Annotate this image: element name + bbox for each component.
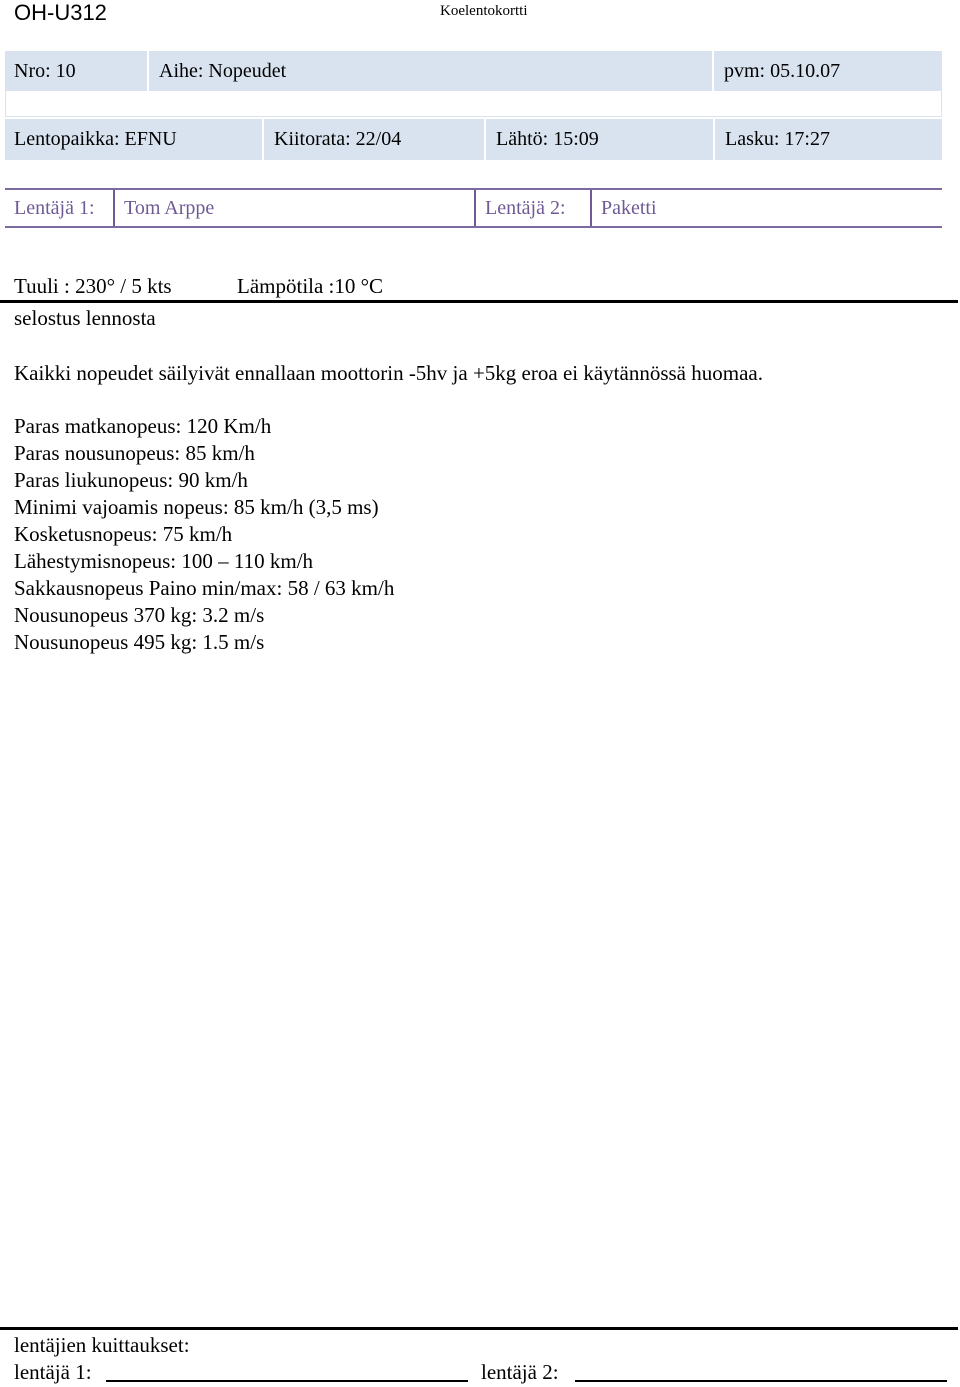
pilots-row bbox=[5, 188, 942, 228]
report-heading: selostus lennosta bbox=[14, 306, 156, 330]
list-item: Kosketusnopeus: 75 km/h bbox=[14, 522, 233, 546]
aircraft-registration: OH-U312 bbox=[14, 0, 107, 25]
departure-time: Lähtö: 15:09 bbox=[496, 128, 599, 150]
flight-date: pvm: 05.10.07 bbox=[724, 59, 841, 82]
airfield: Lentopaikka: EFNU bbox=[14, 128, 177, 150]
list-item: Paras matkanopeus: 120 Km/h bbox=[14, 414, 272, 438]
info-spacer bbox=[5, 91, 942, 117]
info-row-airfield-times bbox=[5, 119, 942, 160]
document-title: Koelentokortti bbox=[440, 3, 528, 19]
list-item: Nousunopeus 370 kg: 3.2 m/s bbox=[14, 603, 265, 627]
pilot1-signature-line[interactable] bbox=[106, 1380, 468, 1382]
report-summary: Kaikki nopeudet säilyivät ennallaan moottorin -5hv ja +5kg eroa ei käytännössä huomaa. bbox=[14, 361, 763, 385]
pilot1-name: Tom Arppe bbox=[124, 196, 215, 219]
pilot2-signature-line[interactable] bbox=[575, 1380, 947, 1382]
info-row-number-subject-date bbox=[5, 51, 942, 91]
flight-subject: Aihe: Nopeudet bbox=[159, 59, 287, 82]
pilot2-label: Lentäjä 2: bbox=[485, 196, 566, 219]
flight-number: Nro: 10 bbox=[14, 59, 76, 82]
signature-divider bbox=[0, 1327, 958, 1330]
pilot2-name: Paketti bbox=[601, 196, 657, 219]
list-item: Sakkausnopeus Paino min/max: 58 / 63 km/h bbox=[14, 576, 395, 600]
wind-info: Tuuli : 230° / 5 kts bbox=[14, 274, 172, 298]
section-divider bbox=[0, 300, 958, 303]
pilot2-signature-label: lentäjä 2: bbox=[481, 1360, 559, 1384]
list-item: Nousunopeus 495 kg: 1.5 m/s bbox=[14, 630, 265, 654]
list-item: Minimi vajoamis nopeus: 85 km/h (3,5 ms) bbox=[14, 495, 379, 519]
pilot1-signature-label: lentäjä 1: bbox=[14, 1360, 92, 1384]
list-item: Lähestymisnopeus: 100 – 110 km/h bbox=[14, 549, 314, 573]
runway: Kiitorata: 22/04 bbox=[274, 128, 402, 150]
signatures-heading: lentäjien kuittaukset: bbox=[14, 1333, 190, 1357]
landing-time: Lasku: 17:27 bbox=[725, 128, 830, 150]
list-item: Paras nousunopeus: 85 km/h bbox=[14, 441, 255, 465]
pilot1-label: Lentäjä 1: bbox=[14, 196, 95, 219]
list-item: Paras liukunopeus: 90 km/h bbox=[14, 468, 248, 492]
temperature-info: Lämpötila :10 °C bbox=[237, 274, 384, 298]
